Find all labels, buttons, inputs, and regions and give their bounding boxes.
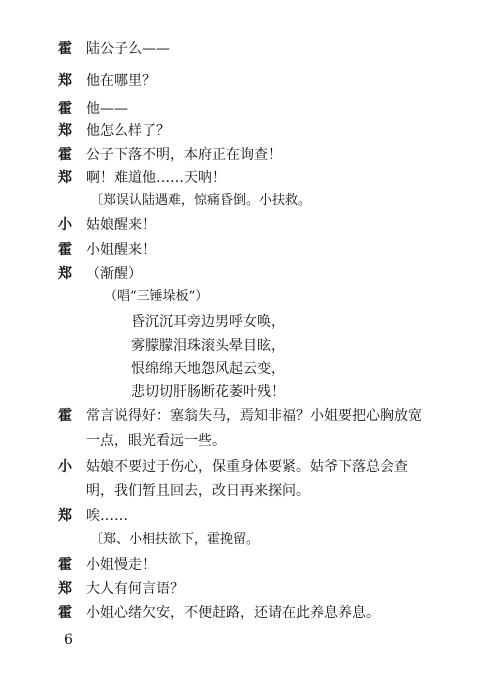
dialogue-text: 小姐心绪欠安，不便赶路，还请在此养息养息。 [86, 605, 380, 621]
speaker-label: 小 [58, 217, 72, 233]
speaker-label: 郑 [58, 170, 72, 186]
dialogue-text: 小姐醒来！ [86, 242, 156, 258]
stage-direction-text: 〔郑误认陆遇难，惊痛昏倒。小扶救。 [90, 193, 312, 208]
aria-heading-text: （唱“三锤垛板”） [104, 289, 209, 304]
speaker-label: 郑 [58, 73, 72, 89]
speaker-label: 霍 [58, 557, 72, 573]
dialogue-text: 他—— [86, 101, 128, 117]
stage-direction-text: 〔郑、小相扶欲下，霍挽留。 [90, 532, 260, 547]
song-line-text: 雾朦朦泪珠滚头晕目眩， [131, 338, 285, 354]
dialogue-text: 公子下落不明，本府正在询查！ [86, 147, 282, 163]
dialogue-text: （渐醒） [86, 266, 142, 282]
speaker-label: 小 [58, 459, 72, 475]
dialogue-text: 大人有何言语？ [86, 581, 184, 597]
speaker-label: 霍 [58, 147, 72, 163]
song-line-text: 昏沉沉耳旁边男呼女唤， [131, 314, 285, 330]
speaker-label: 霍 [58, 408, 72, 424]
speaker-label: 霍 [58, 605, 72, 621]
dialogue-text: 小姐慢走！ [86, 557, 156, 573]
dialogue-text: 唉…… [86, 508, 128, 524]
speaker-label: 霍 [58, 242, 72, 258]
speaker-label: 郑 [58, 581, 72, 597]
dialogue-text: 他在哪里？ [86, 73, 156, 89]
speaker-label: 郑 [58, 123, 72, 139]
dialogue-text: 姑娘不要过于伤心，保重身体要紧。姑爷下落总会查 [86, 459, 408, 475]
dialogue-text: 陆公子么—— [86, 41, 170, 57]
dialogue-text: 姑娘醒来！ [86, 217, 156, 233]
dialogue-text: 啊！难道他……天呐！ [86, 170, 226, 186]
song-line-text: 恨绵绵天地怨风起云变， [131, 361, 285, 377]
speaker-label: 霍 [58, 41, 72, 57]
speaker-label: 郑 [58, 508, 72, 524]
page-number: 6 [64, 632, 73, 648]
dialogue-text: 一点，眼光看远一些。 [86, 433, 226, 449]
dialogue-text: 他怎么样了？ [86, 123, 170, 139]
speaker-label: 霍 [58, 101, 72, 117]
song-line-text: 悲切切肝肠断花萎叶残！ [131, 384, 285, 400]
speaker-label: 郑 [58, 266, 72, 282]
dialogue-text: 常言说得好：塞翁失马，焉知非福？小姐要把心胸放宽 [86, 408, 422, 424]
dialogue-text: 明，我们暂且回去，改日再来探问。 [86, 483, 310, 499]
